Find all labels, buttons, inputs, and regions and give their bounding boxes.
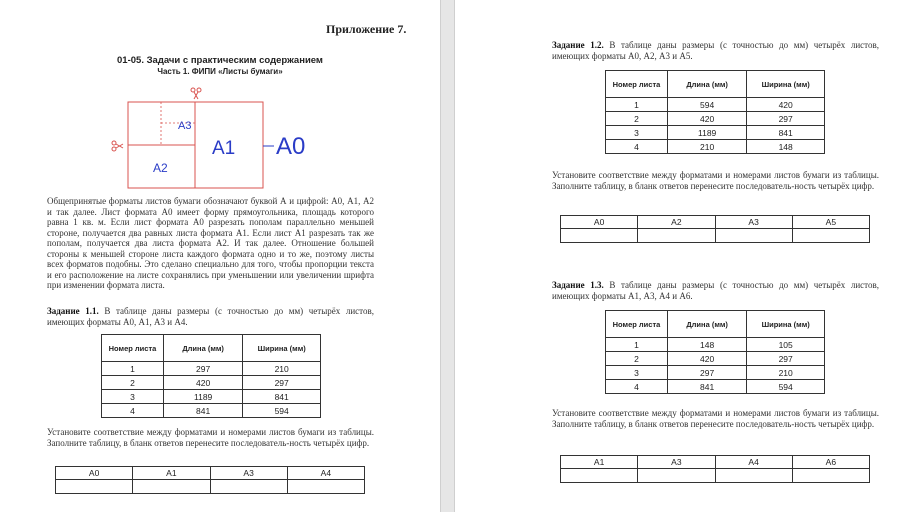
task-1-2-text [552, 40, 879, 61]
col-header-length: Длина (мм) [163, 335, 242, 362]
col-header-length: Длина (мм) [667, 71, 746, 98]
table-row: 3 1189 841 [102, 390, 321, 404]
page-subtitle: Часть 1. ФИПИ «Листы бумаги» [157, 67, 283, 76]
label-a2: A2 [153, 161, 168, 175]
paper-format-diagram [108, 84, 328, 196]
answer-table [560, 215, 870, 243]
task-1-3-text [552, 280, 879, 301]
table-row: 4 841 594 [102, 404, 321, 418]
label-a3: A3 [178, 120, 192, 132]
answer-header: А0 [561, 216, 638, 229]
col-header-width: Ширина (мм) [747, 311, 825, 338]
answer-header: А5 [792, 216, 869, 229]
table-row: 2 420 297 [606, 352, 825, 366]
answer-cell[interactable] [792, 229, 869, 243]
scissors-icon [191, 88, 201, 99]
task-instruction: Установите соответствие между форматами и номерами листов бумаги из таблицы. Заполните таблицу, в бланк ответов перенесите последователь-ность четырёх цифр. [552, 170, 879, 191]
task-label: Задание 1.2. [552, 40, 604, 50]
table-row: 1 148 105 [606, 338, 825, 352]
table-row: 4 210 148 [606, 140, 825, 154]
task-1-1-text [47, 306, 374, 327]
answer-cell[interactable] [638, 469, 715, 483]
task-description: В таблице даны размеры (с точностью до мм) четырёх листов, имеющих форматы А0, А1, А3 и А4. [47, 306, 374, 327]
right-page [455, 0, 915, 512]
task-instruction: Установите соответствие между форматами и номерами листов бумаги из таблицы. Заполните таблицу, в бланк ответов перенесите последователь-ность четырёх цифр. [47, 427, 374, 448]
answer-cell[interactable] [561, 469, 638, 483]
col-header-number: Номер листа [102, 335, 164, 362]
answer-header: А3 [210, 467, 287, 480]
answer-cell[interactable] [56, 480, 133, 494]
task-label: Задание 1.1. [47, 306, 99, 316]
table-row: 3 1189 841 [606, 126, 825, 140]
left-page [0, 0, 440, 512]
answer-header: А3 [638, 456, 715, 469]
size-table [605, 310, 825, 394]
intro-paragraph: Общепринятые форматы листов бумаги обозначают буквой А и цифрой: А0, А1, А2 и так далее. Лист формата А0 имеет форму прямоугольника, площадь которого равна 1 кв. м. Если лист формата А0 разрезать пополам параллельно меньшей стороне, получается два равных листа формата А1. Если лист А1 разрезать так же пополам, получается два листа формата А2. И так далее. Отношение большей стороны к меньшей стороне листа каждого формата одно и то же, поэтому листы всех форматов подобны. Это сделано специально для того, чтобы пропорции текста и его расположение на листе сохранялись при уменьшении или увеличении шрифта при изменении формата листа. [47, 196, 374, 290]
table-row: 2 420 297 [606, 112, 825, 126]
col-header-width: Ширина (мм) [243, 335, 321, 362]
answer-cell[interactable] [210, 480, 287, 494]
answer-cell[interactable] [792, 469, 869, 483]
size-table [605, 70, 825, 154]
col-header-width: Ширина (мм) [747, 71, 825, 98]
table-row: 2 420 297 [102, 376, 321, 390]
answer-header: А6 [792, 456, 869, 469]
size-table [101, 334, 321, 418]
answer-header: А4 [715, 456, 792, 469]
answer-cell[interactable] [638, 229, 715, 243]
answer-table [560, 455, 870, 483]
col-header-number: Номер листа [606, 71, 668, 98]
table-row: 3 297 210 [606, 366, 825, 380]
table-row: 4 841 594 [606, 380, 825, 394]
answer-header: А1 [561, 456, 638, 469]
answer-cell[interactable] [287, 480, 364, 494]
answer-header: А2 [638, 216, 715, 229]
answer-cell[interactable] [715, 469, 792, 483]
answer-cell[interactable] [133, 480, 210, 494]
answer-header: А4 [287, 467, 364, 480]
scissors-icon [112, 141, 123, 151]
answer-header: А1 [133, 467, 210, 480]
task-instruction: Установите соответствие между форматами и номерами листов бумаги из таблицы. Заполните таблицу, в бланк ответов перенесите последователь-ность четырёх цифр. [552, 408, 879, 429]
answer-cell[interactable] [715, 229, 792, 243]
label-a0: A0 [276, 133, 306, 160]
page-gutter [440, 0, 455, 512]
page-title: 01-05. Задачи с практическим содержанием [117, 55, 323, 66]
answer-cell[interactable] [561, 229, 638, 243]
answer-table [55, 466, 365, 494]
appendix-label: Приложение 7. [326, 22, 407, 36]
table-row: 1 594 420 [606, 98, 825, 112]
label-a1: A1 [212, 138, 236, 159]
col-header-number: Номер листа [606, 311, 668, 338]
col-header-length: Длина (мм) [667, 311, 746, 338]
task-label: Задание 1.3. [552, 280, 604, 290]
answer-header: А0 [56, 467, 133, 480]
answer-header: А3 [715, 216, 792, 229]
table-row: 1 297 210 [102, 362, 321, 376]
task-description: В таблице даны размеры (с точностью до мм) четырёх листов, имеющих форматы А1, А3, А4 и А6. [552, 280, 879, 301]
task-description: В таблице даны размеры (с точностью до мм) четырёх листов, имеющих форматы А0, А2, А3 и А5. [552, 40, 879, 61]
